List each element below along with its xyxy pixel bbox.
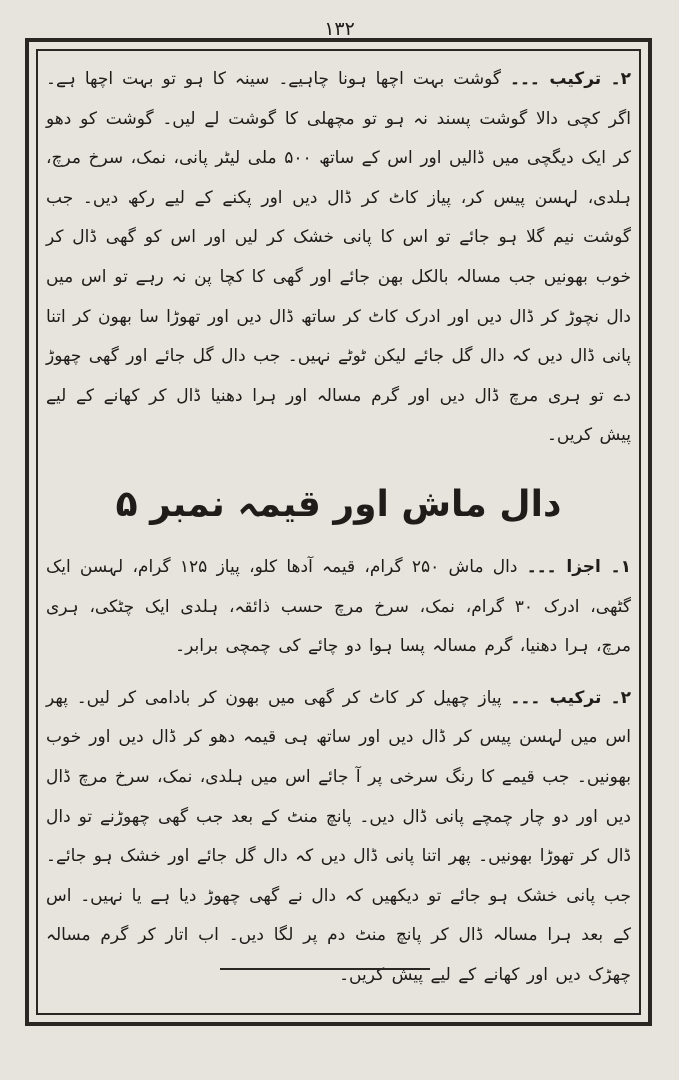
method-text-1: گوشت بہت اچھا ہونا چاہیے۔ سینہ کا ہو تو بہت اچھا ہے۔ اگر کچی دالا گوشت پسند نہ ہو تو مچھلی کا گوشت لے لیں۔ گوشت کو دھو کر ایک دیگچی میں ڈالیں اور اس کے ساتھ ۵۰۰ ملی لیٹر پانی، نمک، سرخ مرچ، ہلدی، لہسن پیس کر، پیاز کاٹ کر ڈال دیں اور پکنے کے لیے رکھ دیں۔ جب گوشت نیم گلا ہو جائے تو اس کا پانی خشک کر لیں اور اس کو گھی ڈال کر خوب بھونیں جب مسالہ بالکل بھن جائے اور گھی کا کچا پن نہ رہے تو اس میں دال نچوڑ کر ڈال دیں اور ادرک کاٹ کر ساتھ ڈال دیں اور تھوڑا سا بھون کر اتنا پانی ڈال دیں کہ دال گل جائے لیکن ٹوٹے نہیں۔ جب دال گل جائے اور گھی چھوڑ دے تو ہری مرچ ڈال دیں اور گرم مسالہ اور ہرا دھنیا ڈال کر کھانے کے لیے پیش کریں۔ bbox=[46, 69, 632, 446]
closing-divider bbox=[220, 968, 430, 970]
spacer bbox=[46, 667, 631, 679]
method-text-2: پیاز چھیل کر کاٹ کر گھی میں بھون کر بادامی کر لیں۔ پھر اس میں لہسن پیس کر ڈال دیں اور ساتھ ہی قیمہ دھو کر ڈال دیں اور خوب بھونیں۔ جب قیمے کا رنگ سرخی پر آ جائے اس میں ہلدی، نمک، سرخ مرچ ڈال دیں اور دو چار چمچے پانی ڈال دیں۔ پانچ منٹ کے بعد جب گھی چھوڑنے تو دال ڈال کر تھوڑا بھونیں۔ پھر اتنا پانی ڈال دیں کہ دال گل جائے اور خشک ہو جائے۔ جب پانی خشک ہو جائے تو دیکھیں کہ دال نے گھی چھوڑ دیا ہے یا نہیں۔ اس کے بعد ہرا مسالہ ڈال کر پانچ منٹ دم پر لگا دیں۔ اب اتار کر گرم مسالہ چھڑک دیں اور کھانے کے لیے پیش کریں۔ bbox=[46, 687, 631, 985]
recipe-method-paragraph-1 bbox=[46, 60, 631, 456]
recipe-title: دال ماش اور قیمہ نمبر ۵ bbox=[115, 483, 562, 525]
ingredients-label: ۱۔ اجزا ۔۔۔ bbox=[526, 556, 632, 577]
page-content bbox=[46, 60, 631, 1005]
method-label-2: ۲۔ ترکیب ۔۔۔ bbox=[510, 687, 631, 708]
method-label-1: ۲۔ ترکیب ۔۔۔ bbox=[510, 69, 631, 89]
recipe-method-paragraph-2 bbox=[46, 679, 631, 996]
ingredients-paragraph bbox=[46, 548, 631, 667]
ingredients-text: دال ماش ۲۵۰ گرام، قیمہ آدھا کلو، پیاز ۱۲۵ گرام، لہسن ایک گٹھی، ادرک ۳۰ گرام، نمک، سرخ مرچ حسب ذائقہ، ہلدی ایک چٹکی، ہری مرچ، ہرا دھنیا، گرم مسالہ پسا ہوا دو چائے کی چمچی برابر۔ bbox=[46, 556, 632, 657]
page-number: ۱۳۲ bbox=[324, 18, 355, 40]
